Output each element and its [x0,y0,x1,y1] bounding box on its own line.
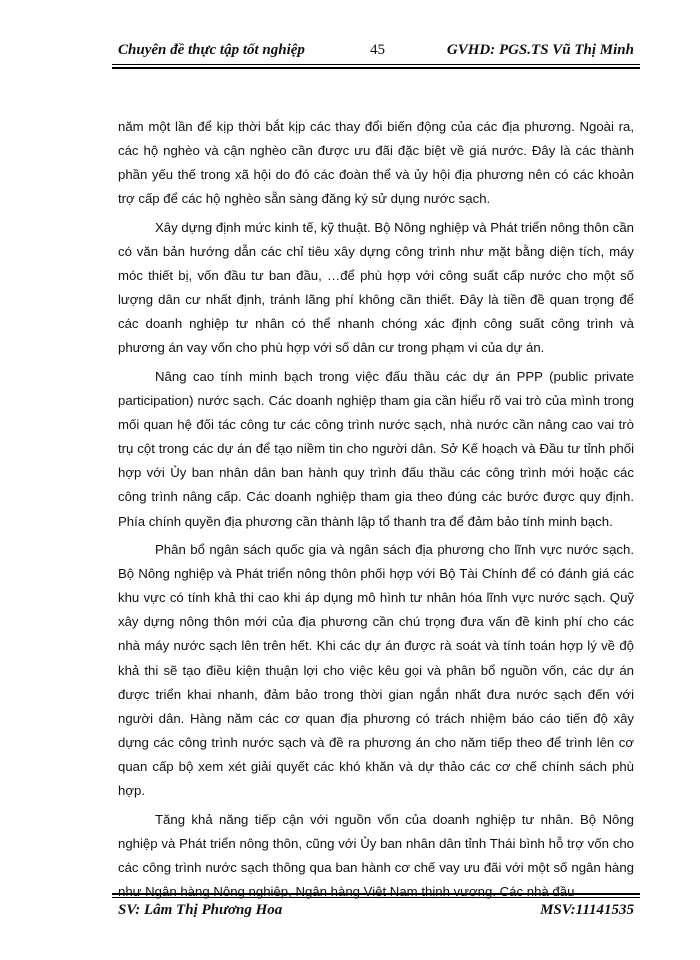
footer-rule-thick [112,893,640,895]
footer-student: SV: Lâm Thị Phương Hoa [118,902,283,918]
header-supervisor: GVHD: PGS.TS Vũ Thị Minh [446,42,634,58]
paragraph-3: Nâng cao tính minh bạch trong việc đấu thầu các dự án PPP (public private participation) nước sạch. Các doanh nghiệp tham gia cần hiểu rõ vai trò của mình trong mối quan hệ đối tác công tư các công trình nước sạch, nhà nước cần nâng cao vai trò trụ cột trong các dự án để tạo niềm tin cho người dân. Sở Kế hoạch và Đầu tư tỉnh phối hợp với Ủy ban nhân dân ban hành quy trình đấu thầu các công trình mới hoặc các công trình nâng cấp. Các doanh nghiệp tham gia theo đúng các bước được quy định. Phía chính quyền địa phương cần thành lập tổ thanh tra để đảm bảo tính minh bạch. [118,368,634,529]
header-title: Chuyên đề thực tập tốt nghiệp [118,42,305,58]
paragraph-5: Tăng khả năng tiếp cận với nguồn vốn của doanh nghiệp tư nhân. Bộ Nông nghiệp và Phát triển nông thôn, cũng với Ủy ban nhân dân tỉnh Thái bình hỗ trợ vốn cho các công trình nước sạch thông qua ban hành cơ chế vay ưu đãi với một số ngân hàng như Ngân hàng Nông nghiệp, Ngân hàng Việt Nam thịnh vượng. Các nhà đầu [118,811,634,899]
paragraph-4: Phân bổ ngân sách quốc gia và ngân sách địa phương cho lĩnh vực nước sạch. Bộ Nông nghiệp và Phát triển nông thôn phối hợp với Bộ Tài Chính để có đánh giá các khu vực có tính khả thi cao khi áp dụng mô hình tư nhân hóa lĩnh vực nước sạch. Quỹ xây dựng nông thôn mới của địa phương cần chú trọng đưa vấn đề kinh phí cho các nhà máy nước sạch lên trên hết. Khi các dự án được rà soát và tính toán hợp lý về độ khả thi sẽ tạo điều kiện thuận lợi cho việc kêu gọi và phân bổ nguồn vốn, các dự án được triển khai nhanh, đảm bảo trong thời gian ngắn nhất đưa nước sạch đến với người dân. Hàng năm các cơ quan địa phương có trách nhiệm báo cáo tiến độ xây dựng các công trình nước sạch và đề ra phương án cho năm tiếp theo để trình lên cơ quan cấp bộ xem xét giải quyết các khó khăn và dự thảo các cơ chế chính sách phù hợp. [118,542,634,799]
paragraph-2: Xây dựng định mức kinh tế, kỹ thuật. Bộ Nông nghiệp và Phát triển nông thôn cần có văn bản hướng dẫn các chỉ tiêu xây dựng công trình như mặt bằng diện tích, máy móc thiết bị, vốn đầu tư ban đầu, …để phù hợp với công suất cấp nước cho một số lượng dân cư nhất định, tránh lãng phí không cần thiết. Đây là tiền đề quan trọng để các doanh nghiệp tư nhân có thể nhanh chóng xác định công suất công trình và phương án vay vốn cho phù hợp với số dân cư trong phạm vi của dự án. [118,219,634,356]
header-rule-thin [112,64,640,65]
paragraph-1: năm một lần để kịp thời bắt kịp các thay đổi biến động của các địa phương. Ngoài ra, các hộ nghèo và cận nghèo cần được ưu đãi đặc biệt về giá nước. Đây là các thành phần yếu thế trong xã hội do đó các đoàn thể và ủy hội địa phương nên có các khoản trợ cấp để các hộ nghèo sẵn sàng đăng ký sử dụng nước sạch. [118,119,634,207]
page-header [118,38,634,66]
footer-rule-thin [112,897,640,898]
page-number: 45 [370,42,385,58]
header-rule-thick [112,67,640,69]
footer-student-id: MSV:11141535 [540,902,634,918]
document-body [118,115,634,909]
